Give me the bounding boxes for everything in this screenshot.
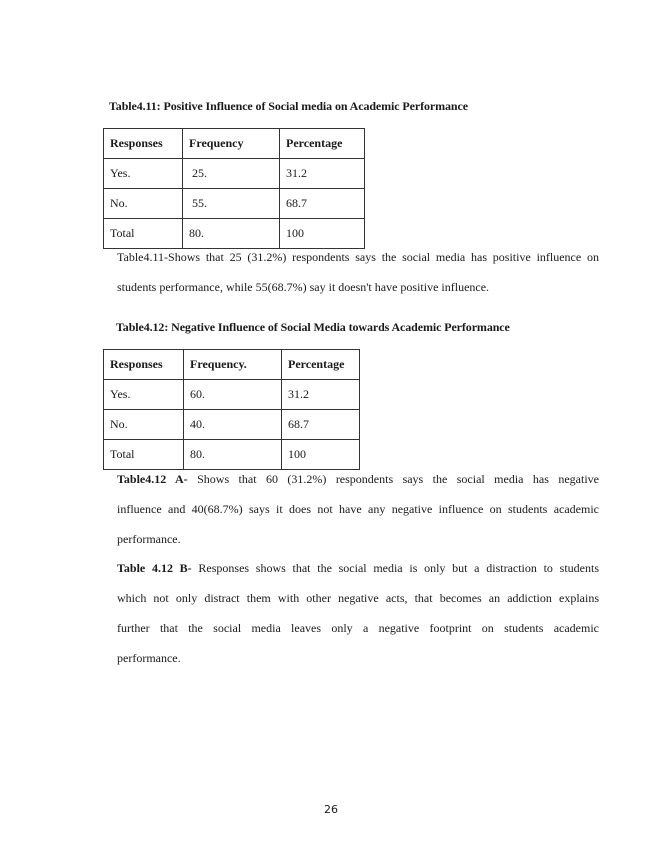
paragraph-table-4-12-a: [117, 464, 599, 554]
cell-response: Total: [104, 219, 183, 249]
table-4-11: [103, 128, 365, 249]
header-percentage: Percentage: [280, 129, 365, 159]
table-header-row: [104, 129, 365, 159]
cell-response: No.: [104, 189, 183, 219]
cell-frequency: 40.: [184, 410, 282, 440]
table-4-11-note: [117, 242, 599, 302]
page-number: 26: [324, 803, 338, 816]
paragraph-line: which not only distract them with other negative acts, that becomes an addiction explains: [117, 591, 599, 605]
paragraph-text: Shows that 60 (31.2%) respondents says the social media has negative: [187, 472, 599, 486]
paragraph-line: further that the social media leaves only a negative footprint on students academic: [117, 621, 599, 635]
cell-response: Yes.: [104, 380, 184, 410]
cell-response: Yes.: [104, 159, 183, 189]
paragraph-table-4-12-b: [117, 553, 599, 673]
cell-percentage: 68.7: [282, 410, 360, 440]
cell-frequency: 60.: [184, 380, 282, 410]
table-4-11-caption: Table4.11: Positive Influence of Social media on Academic Performance: [109, 99, 468, 113]
paragraph-line: performance.: [117, 532, 181, 546]
cell-frequency: 55.: [183, 189, 280, 219]
cell-frequency: 80.: [183, 219, 280, 249]
header-frequency: Frequency.: [184, 350, 282, 380]
cell-percentage: 31.2: [280, 159, 365, 189]
cell-frequency: 25.: [183, 159, 280, 189]
header-responses: Responses: [104, 129, 183, 159]
table-4-12: [103, 349, 360, 470]
cell-percentage: 31.2: [282, 380, 360, 410]
table-row: [104, 159, 365, 189]
note-line: Table4.11-Shows that 25 (31.2%) respondents says the social media has positive influence on: [117, 250, 599, 264]
table-row: [104, 380, 360, 410]
paragraph-line: [117, 553, 599, 583]
note-line: students performance, while 55(68.7%) say it doesn't have positive influence.: [117, 280, 490, 294]
table-row: [104, 189, 365, 219]
header-frequency: Frequency: [183, 129, 280, 159]
cell-percentage: 68.7: [280, 189, 365, 219]
paragraph-line: performance.: [117, 651, 181, 665]
cell-percentage: 100: [280, 219, 365, 249]
table-header-row: [104, 350, 360, 380]
paragraph-label: Table4.12 A-: [117, 472, 188, 486]
header-responses: Responses: [104, 350, 184, 380]
table-4-12-caption: Table4.12: Negative Influence of Social Media towards Academic Performance: [116, 320, 510, 334]
cell-frequency: 80.: [184, 440, 282, 470]
paragraph-label: Table 4.12 B-: [117, 561, 192, 575]
paragraph-text: Responses shows that the social media is only but a distraction to students: [191, 561, 599, 575]
cell-percentage: 100: [282, 440, 360, 470]
cell-response: Total: [104, 440, 184, 470]
cell-response: No.: [104, 410, 184, 440]
paragraph-line: influence and 40(68.7%) says it does not have any negative influence on students academic: [117, 502, 599, 516]
paragraph-line: [117, 464, 599, 494]
table-row: [104, 410, 360, 440]
header-percentage: Percentage: [282, 350, 360, 380]
